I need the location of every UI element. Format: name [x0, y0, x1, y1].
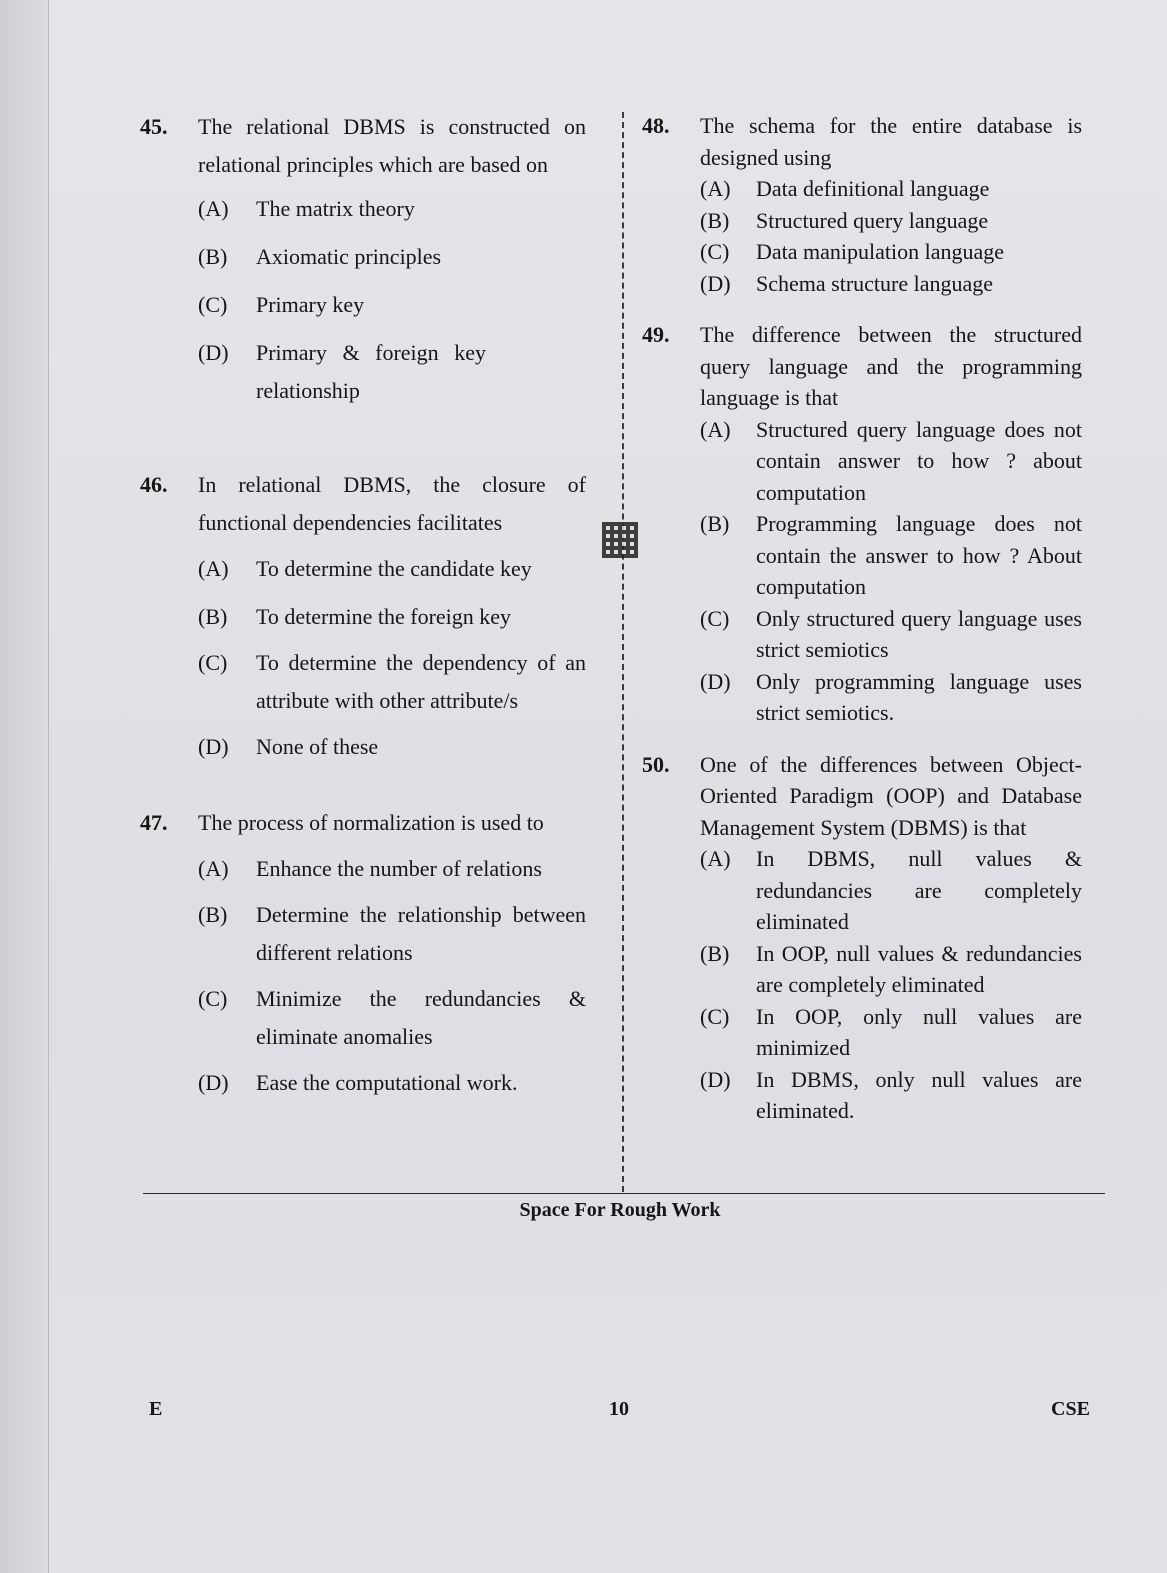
option-c: (C) Minimize the redundancies & eliminate anomalies [198, 986, 586, 1049]
option-c: (C) Primary key [198, 292, 365, 317]
option-b: (B) To determine the foreign key [198, 604, 512, 629]
option-a: (A) To determine the candidate key [198, 556, 532, 581]
question-number: 45. [140, 114, 168, 139]
question-46 [140, 466, 586, 766]
question-text: The difference between the structured query language and the programming language is that [700, 322, 1082, 410]
question-49 [642, 319, 1082, 729]
question-text: The process of normalization is used to [198, 810, 544, 835]
option-b: (B) Determine the relationship between different relations [198, 902, 586, 965]
question-48 [642, 110, 1082, 299]
option-d: (D) Primary & foreign key relationship [198, 340, 486, 403]
option-d: (D) Ease the computational work. [198, 1070, 518, 1095]
question-50 [642, 749, 1082, 1127]
option-b: (B) Axiomatic principles [198, 244, 442, 269]
option-c: (C) To determine the dependency of an attribute with other attribute/s [198, 650, 586, 713]
footer-page-number: 10 [609, 1398, 629, 1420]
qr-code [602, 522, 638, 558]
option-d: (D) Only programming language uses strict semiotics. [700, 668, 1082, 725]
question-number: 48. [642, 113, 670, 138]
option-c: (C) In OOP, only null values are minimized [700, 1003, 1082, 1060]
option-a: (A) Enhance the number of relations [198, 856, 542, 881]
column-divider [622, 112, 624, 1192]
option-b: (B) Programming language does not contain the answer to how ? About computation [700, 511, 1082, 599]
question-number: 47. [140, 810, 168, 835]
option-a: (A) In DBMS, null values & redundancies are completely eliminated [700, 846, 1082, 934]
question-text: The relational DBMS is constructed on relational principles which are based on [198, 114, 586, 177]
rough-work-rule [143, 1193, 1105, 1194]
question-text: The schema for the entire database is designed using [700, 113, 1082, 170]
option-c: (C) Only structured query language uses strict semiotics [700, 605, 1082, 662]
question-number: 50. [642, 751, 670, 777]
question-text: In relational DBMS, the closure of functional dependencies facilitates [198, 472, 586, 535]
left-column [140, 108, 586, 1102]
option-a: (A) Data definitional language [700, 176, 990, 201]
question-number: 49. [642, 322, 670, 347]
option-d: (D) None of these [198, 734, 379, 759]
option-c: (C) Data manipulation language [700, 239, 1005, 264]
question-text: One of the differences between Object-Oriented Paradigm (OOP) and Database Management System (DBMS) is that [700, 751, 1082, 840]
option-b: (B) Structured query language [700, 207, 989, 233]
option-a: (A) Structured query language does not contain answer to how ? about computation [700, 416, 1082, 505]
right-column [642, 108, 1082, 1127]
option-d: (D) Schema structure language [700, 270, 994, 296]
page-binding-edge [0, 0, 49, 1573]
question-number: 46. [140, 472, 168, 497]
option-d: (D) In DBMS, only null values are eliminated. [700, 1066, 1082, 1123]
rough-work-label: Space For Rough Work [519, 1199, 721, 1221]
option-b: (B) In OOP, null values & redundancies are completely eliminated [700, 940, 1082, 997]
question-47 [140, 804, 586, 1102]
footer-subject-code: CSE [1051, 1398, 1090, 1420]
question-45 [140, 108, 586, 410]
option-a: (A) The matrix theory [198, 196, 415, 221]
footer-set-code: E [149, 1398, 163, 1420]
